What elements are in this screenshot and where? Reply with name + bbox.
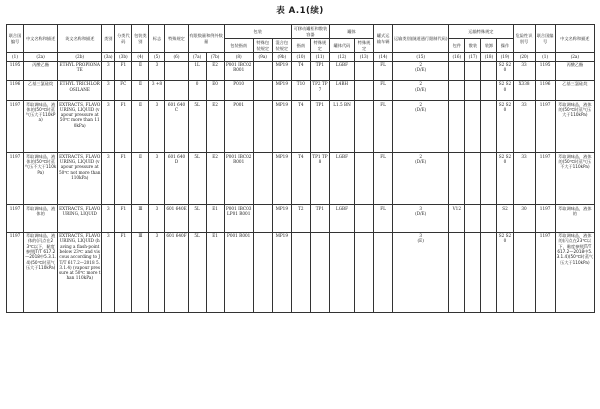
cell-un-2: 1197	[535, 100, 555, 152]
cell-excepted-quantity: E2	[206, 153, 224, 205]
cell-transport-category	[393, 100, 449, 152]
cell-class: 3	[102, 100, 115, 152]
cell-zh-name-2: 萃取调味品，液体的	[555, 205, 594, 232]
cell-class: 3	[102, 80, 115, 100]
cell-special-provisions	[165, 80, 188, 100]
col-number: (6)	[165, 53, 188, 61]
cell-loading	[481, 61, 497, 80]
group-tank: 罐体	[329, 25, 373, 39]
cell-zh-name-2: 乙基三氯硅烷	[555, 80, 594, 100]
cell-packing-group: Ⅲ	[132, 205, 149, 232]
column-number-row	[7, 53, 595, 61]
cell-zh-name: 萃取调味品，液体的	[24, 205, 58, 232]
cell-mixed-packing: MP19	[272, 80, 291, 100]
cell-hazard-id: 33	[513, 100, 535, 152]
col-number: (12)	[329, 53, 354, 61]
cell-excepted-quantity: E1	[206, 205, 224, 232]
cell-excepted-quantity: E0	[206, 80, 224, 100]
cell-mixed-packing: MP19	[272, 205, 291, 232]
cell-label: 3 +8	[149, 80, 165, 100]
transport-category-value: 2	[419, 153, 423, 159]
col-number: (10)	[291, 53, 310, 61]
cell-packing-group: Ⅱ	[132, 100, 149, 152]
cell-loading	[481, 205, 497, 232]
col-bulk: 散装	[465, 39, 481, 53]
tunnel-code: (D/E)	[415, 159, 427, 165]
cell-special-packing	[253, 100, 272, 152]
cell-zh-name-2: 萃取调味品，液体的(闪点在23℃以下，黏度参照JT/T 617.2—2018中5.3.1.4)(50℃时蒸气压大于110kPa)	[555, 232, 594, 312]
table-row	[7, 80, 595, 100]
col-special-packing: 特殊包装规定	[253, 39, 272, 53]
col-number: (9a)	[253, 53, 272, 61]
cell-transport-category	[393, 153, 449, 205]
cell-label: 3	[149, 205, 165, 232]
tunnel-code: (D/E)	[415, 211, 427, 217]
cell-un: 1195	[7, 61, 24, 80]
cell-class: 3	[102, 153, 115, 205]
col-tank-special-2: 特殊规定	[355, 39, 374, 53]
cell-tank-special: TP1 TP8	[310, 153, 329, 205]
col-number: (11)	[310, 53, 329, 61]
cell-un-2: 1197	[535, 153, 555, 205]
cell-transport-category	[393, 61, 449, 80]
col-operation: 操作	[497, 39, 513, 53]
col-number: (13)	[355, 53, 374, 61]
cell-packages	[449, 61, 465, 80]
cell-operation: S2 S20	[497, 100, 513, 152]
cell-hazard-id	[513, 232, 535, 312]
col-number: (2b)	[58, 53, 102, 61]
cell-class: 3	[102, 232, 115, 312]
cell-class: 3	[102, 205, 115, 232]
cell-loading	[481, 232, 497, 312]
cell-bulk	[465, 61, 481, 80]
col-label: 标志	[149, 25, 165, 53]
col-number: (7b)	[206, 53, 224, 61]
cell-mixed-packing: MP19	[272, 61, 291, 80]
cell-tank-special: TP1	[310, 61, 329, 80]
cell-un: 1197	[7, 232, 24, 312]
cell-un: 1196	[7, 80, 24, 100]
col-packing-group: 包装类别	[132, 25, 149, 53]
transport-category-value: 2	[419, 101, 423, 107]
cell-label: 3	[149, 153, 165, 205]
cell-limited-quantity: 1L	[188, 61, 206, 80]
cell-en-name: ETHYL PROPIONATE	[58, 61, 102, 80]
cell-special-provisions: 601 640C	[165, 100, 188, 152]
cell-tank-special: TP1	[310, 205, 329, 232]
cell-zh-name: 萃取调味品，液体的(闪点在23℃以下，黏度参照JT/T 617.2—2018中5.3.1.4)(50℃时蒸气压大于110kPa)	[24, 232, 58, 312]
cell-excepted-quantity: E2	[206, 61, 224, 80]
col-number: (8)	[224, 53, 253, 61]
cell-packing-instructions: P010	[224, 80, 253, 100]
cell-packing-instructions: P001	[224, 100, 253, 152]
transport-category-value: 3	[419, 205, 423, 211]
cell-bulk	[465, 232, 481, 312]
cell-special-provisions: 601 640E	[165, 205, 188, 232]
transport-category-value: 2	[419, 62, 423, 68]
col-number: (2a)	[555, 53, 594, 61]
cell-transport-category	[393, 232, 449, 312]
col-hazard-id: 危险性识别号	[513, 25, 535, 53]
col-number: (18)	[481, 53, 497, 61]
cell-tank-special: TP1	[310, 100, 329, 152]
header-row	[7, 25, 595, 39]
cell-transport-category	[393, 205, 449, 232]
cell-class-code: F1	[115, 61, 132, 80]
cell-class-code: F1	[115, 232, 132, 312]
col-tank-special: 特殊规定	[310, 39, 329, 53]
cell-special-packing	[253, 205, 272, 232]
cell-un-2: 1197	[535, 232, 555, 312]
col-number: (3b)	[115, 53, 132, 61]
cell-zh-name-2: 丙酸乙酯	[555, 61, 594, 80]
cell-tank-vehicle	[374, 232, 393, 312]
tunnel-code: (E)	[417, 238, 424, 244]
cell-class-code: FC	[115, 80, 132, 100]
cell-packages	[449, 153, 465, 205]
cell-class-code: F1	[115, 100, 132, 152]
col-transport-category: 运输类别(隧道通行限制代码)	[393, 25, 449, 53]
col-loading: 装卸	[481, 39, 497, 53]
cell-tank-code: LGBF	[329, 205, 354, 232]
cell-bulk	[465, 80, 481, 100]
cell-tank-special-2	[355, 232, 374, 312]
cell-tank-vehicle: FL	[374, 205, 393, 232]
cell-packages: V12	[449, 205, 465, 232]
cell-operation: S2	[497, 205, 513, 232]
cell-packing-group: Ⅱ	[132, 153, 149, 205]
col-number: (2a)	[24, 53, 58, 61]
col-number: (3a)	[102, 53, 115, 61]
cell-loading	[481, 80, 497, 100]
cell-zh-name-2: 萃取调味品，液体的(50℃时蒸气压大于110kPa)	[555, 100, 594, 152]
col-tank-instructions: 指南	[291, 39, 310, 53]
cell-label: 3	[149, 61, 165, 80]
cell-limited-quantity: 5L	[188, 100, 206, 152]
cell-class-code: F1	[115, 153, 132, 205]
col-number: (19)	[497, 53, 513, 61]
col-packing-instructions: 包装指南	[224, 39, 253, 53]
cell-tank-vehicle: FL	[374, 100, 393, 152]
table-row	[7, 205, 595, 232]
cell-un-2: 1197	[535, 205, 555, 232]
cell-operation: S2 S20	[497, 61, 513, 80]
cell-loading	[481, 153, 497, 205]
cell-excepted-quantity: E2	[206, 100, 224, 152]
col-tank-vehicle: 罐式运输车辆	[374, 25, 393, 53]
cell-tank-special	[310, 232, 329, 312]
cell-packing-group: Ⅱ	[132, 80, 149, 100]
cell-special-packing	[253, 232, 272, 312]
cell-limited-quantity: 5L	[188, 153, 206, 205]
table-row	[7, 232, 595, 312]
cell-tank-instructions: T10	[291, 80, 310, 100]
cell-en-name: EXTRACTS, FLAVOURING, LIQUID	[58, 205, 102, 232]
dangerous-goods-table	[6, 24, 595, 313]
col-number: (9b)	[272, 53, 291, 61]
cell-en-name: EXTRACTS, FLAVOURING, LIQUID (vapour pressure at 50℃ not more than 110kPa)	[58, 153, 102, 205]
cell-tank-special: TP2 TP7	[310, 80, 329, 100]
col-zh-name: 中文名称和描述	[24, 25, 58, 53]
cell-un: 1197	[7, 153, 24, 205]
cell-mixed-packing: MP19	[272, 153, 291, 205]
cell-bulk	[465, 153, 481, 205]
cell-tank-instructions: T4	[291, 100, 310, 152]
col-number: (15)	[393, 53, 449, 61]
cell-un-2: 1196	[535, 80, 555, 100]
cell-loading	[481, 100, 497, 152]
cell-transport-category	[393, 80, 449, 100]
cell-tank-special-2	[355, 205, 374, 232]
table-title: 表 A.1(续)	[276, 6, 324, 16]
col-packages: 包件	[449, 39, 465, 53]
col-class-code: 分类代码	[115, 25, 132, 53]
cell-en-name: EXTRACTS, FLAVOURING, LIQUID (vapour pressure at 50℃ more than 110kPa)	[58, 100, 102, 152]
cell-tank-special-2	[355, 80, 374, 100]
cell-tank-special-2	[355, 153, 374, 205]
cell-class: 3	[102, 61, 115, 80]
cell-en-name: ETHYL TRICHLOROSILANE	[58, 80, 102, 100]
cell-un: 1197	[7, 205, 24, 232]
cell-packing-group: Ⅲ	[132, 232, 149, 312]
cell-special-packing	[253, 153, 272, 205]
table-row	[7, 61, 595, 80]
cell-en-name: EXTRACTS, FLAVOURING, LIQUID (having a flash-point below 23℃ and viscous according to JT/T 617.2—2018 5.3.1.4) (vapour pressure at 50℃ more than 110kPa)	[58, 232, 102, 312]
tunnel-code: (D/E)	[415, 67, 427, 73]
cell-tank-special-2	[355, 100, 374, 152]
col-number: (1)	[7, 53, 24, 61]
cell-tank-vehicle: FL	[374, 61, 393, 80]
col-class: 类别	[102, 25, 115, 53]
cell-bulk	[465, 205, 481, 232]
cell-operation: S2 S20	[497, 153, 513, 205]
cell-packing-group: Ⅱ	[132, 61, 149, 80]
col-number: (16)	[449, 53, 465, 61]
cell-operation: S2 S20	[497, 80, 513, 100]
col-number: (20)	[513, 53, 535, 61]
cell-zh-name-2: 萃取调味品，液体的(50℃时蒸气压不大于110kPa)	[555, 153, 594, 205]
cell-packages	[449, 232, 465, 312]
transport-category-value: 3	[419, 233, 423, 239]
col-special-provisions: 特殊规定	[165, 25, 188, 53]
cell-packing-instructions: P001 IBC03 LP01 R001	[224, 205, 253, 232]
cell-zh-name: 丙酸乙酯	[24, 61, 58, 80]
cell-limited-quantity: 5L	[188, 205, 206, 232]
cell-excepted-quantity: E1	[206, 232, 224, 312]
cell-tank-code	[329, 232, 354, 312]
cell-packages	[449, 100, 465, 152]
cell-tank-special-2	[355, 61, 374, 80]
group-portable-tank: 可移动罐柜和散装容器	[291, 25, 329, 39]
cell-special-provisions	[165, 61, 188, 80]
cell-tank-instructions	[291, 232, 310, 312]
cell-zh-name: 萃取调味品，液体的(50℃时蒸气压不大于110kPa)	[24, 153, 58, 205]
cell-hazard-id: 33	[513, 153, 535, 205]
cell-label: 3	[149, 100, 165, 152]
tunnel-code: (D/E)	[415, 86, 427, 92]
tunnel-code: (D/E)	[415, 106, 427, 112]
cell-packing-instructions: P001 IBC02 R001	[224, 153, 253, 205]
cell-bulk	[465, 100, 481, 152]
cell-packages	[449, 80, 465, 100]
col-number: (14)	[374, 53, 393, 61]
cell-tank-instructions: T2	[291, 205, 310, 232]
cell-tank-code: L1.5 BN	[329, 100, 354, 152]
cell-zh-name: 萃取调味品，液体的(50℃时蒸气压大于110kPa)	[24, 100, 58, 152]
cell-tank-vehicle: FL	[374, 80, 393, 100]
cell-limited-quantity: 5L	[188, 232, 206, 312]
cell-un: 1197	[7, 100, 24, 152]
cell-operation: S2 S20	[497, 232, 513, 312]
cell-hazard-id: 33	[513, 61, 535, 80]
group-packing: 包装	[224, 25, 291, 39]
cell-mixed-packing: MP19	[272, 100, 291, 152]
cell-tank-instructions: T4	[291, 153, 310, 205]
table-row	[7, 153, 595, 205]
cell-mixed-packing: MP19	[272, 232, 291, 312]
cell-un-2: 1195	[535, 61, 555, 80]
transport-category-value: 2	[419, 81, 423, 87]
col-mixed-packing: 混合包装规定	[272, 39, 291, 53]
col-un: 联合国编号	[7, 25, 24, 53]
cell-zh-name: 乙基三氯硅烷	[24, 80, 58, 100]
cell-tank-code: LGBF	[329, 61, 354, 80]
col-number: (4)	[132, 53, 149, 61]
cell-class-code: F1	[115, 205, 132, 232]
col-un-2: 联合国编号	[535, 25, 555, 53]
col-en-name: 英文名称和描述	[58, 25, 102, 53]
cell-special-packing	[253, 80, 272, 100]
col-number: (1)	[535, 53, 555, 61]
col-limited-quantity: 有限数量和例外数量	[188, 25, 224, 53]
cell-tank-code: LGBF	[329, 153, 354, 205]
cell-hazard-id: 30	[513, 205, 535, 232]
cell-label: 3	[149, 232, 165, 312]
group-transport-special: 运输特殊规定	[449, 25, 513, 39]
cell-special-provisions: 601 640F	[165, 232, 188, 312]
cell-tank-code: L4BH	[329, 80, 354, 100]
cell-packing-instructions: P001 IBC02 R001	[224, 61, 253, 80]
cell-special-packing	[253, 61, 272, 80]
cell-packing-instructions: P001 R001	[224, 232, 253, 312]
cell-tank-vehicle: FL	[374, 153, 393, 205]
col-number: (7a)	[188, 53, 206, 61]
cell-tank-instructions: T4	[291, 61, 310, 80]
cell-limited-quantity: 0	[188, 80, 206, 100]
col-number: (5)	[149, 53, 165, 61]
col-zh-name-2: 中文名称和描述	[555, 25, 594, 53]
cell-hazard-id: X338	[513, 80, 535, 100]
col-tank-code: 罐体代码	[329, 39, 354, 53]
cell-special-provisions: 601 640D	[165, 153, 188, 205]
col-number: (17)	[465, 53, 481, 61]
table-row	[7, 100, 595, 152]
